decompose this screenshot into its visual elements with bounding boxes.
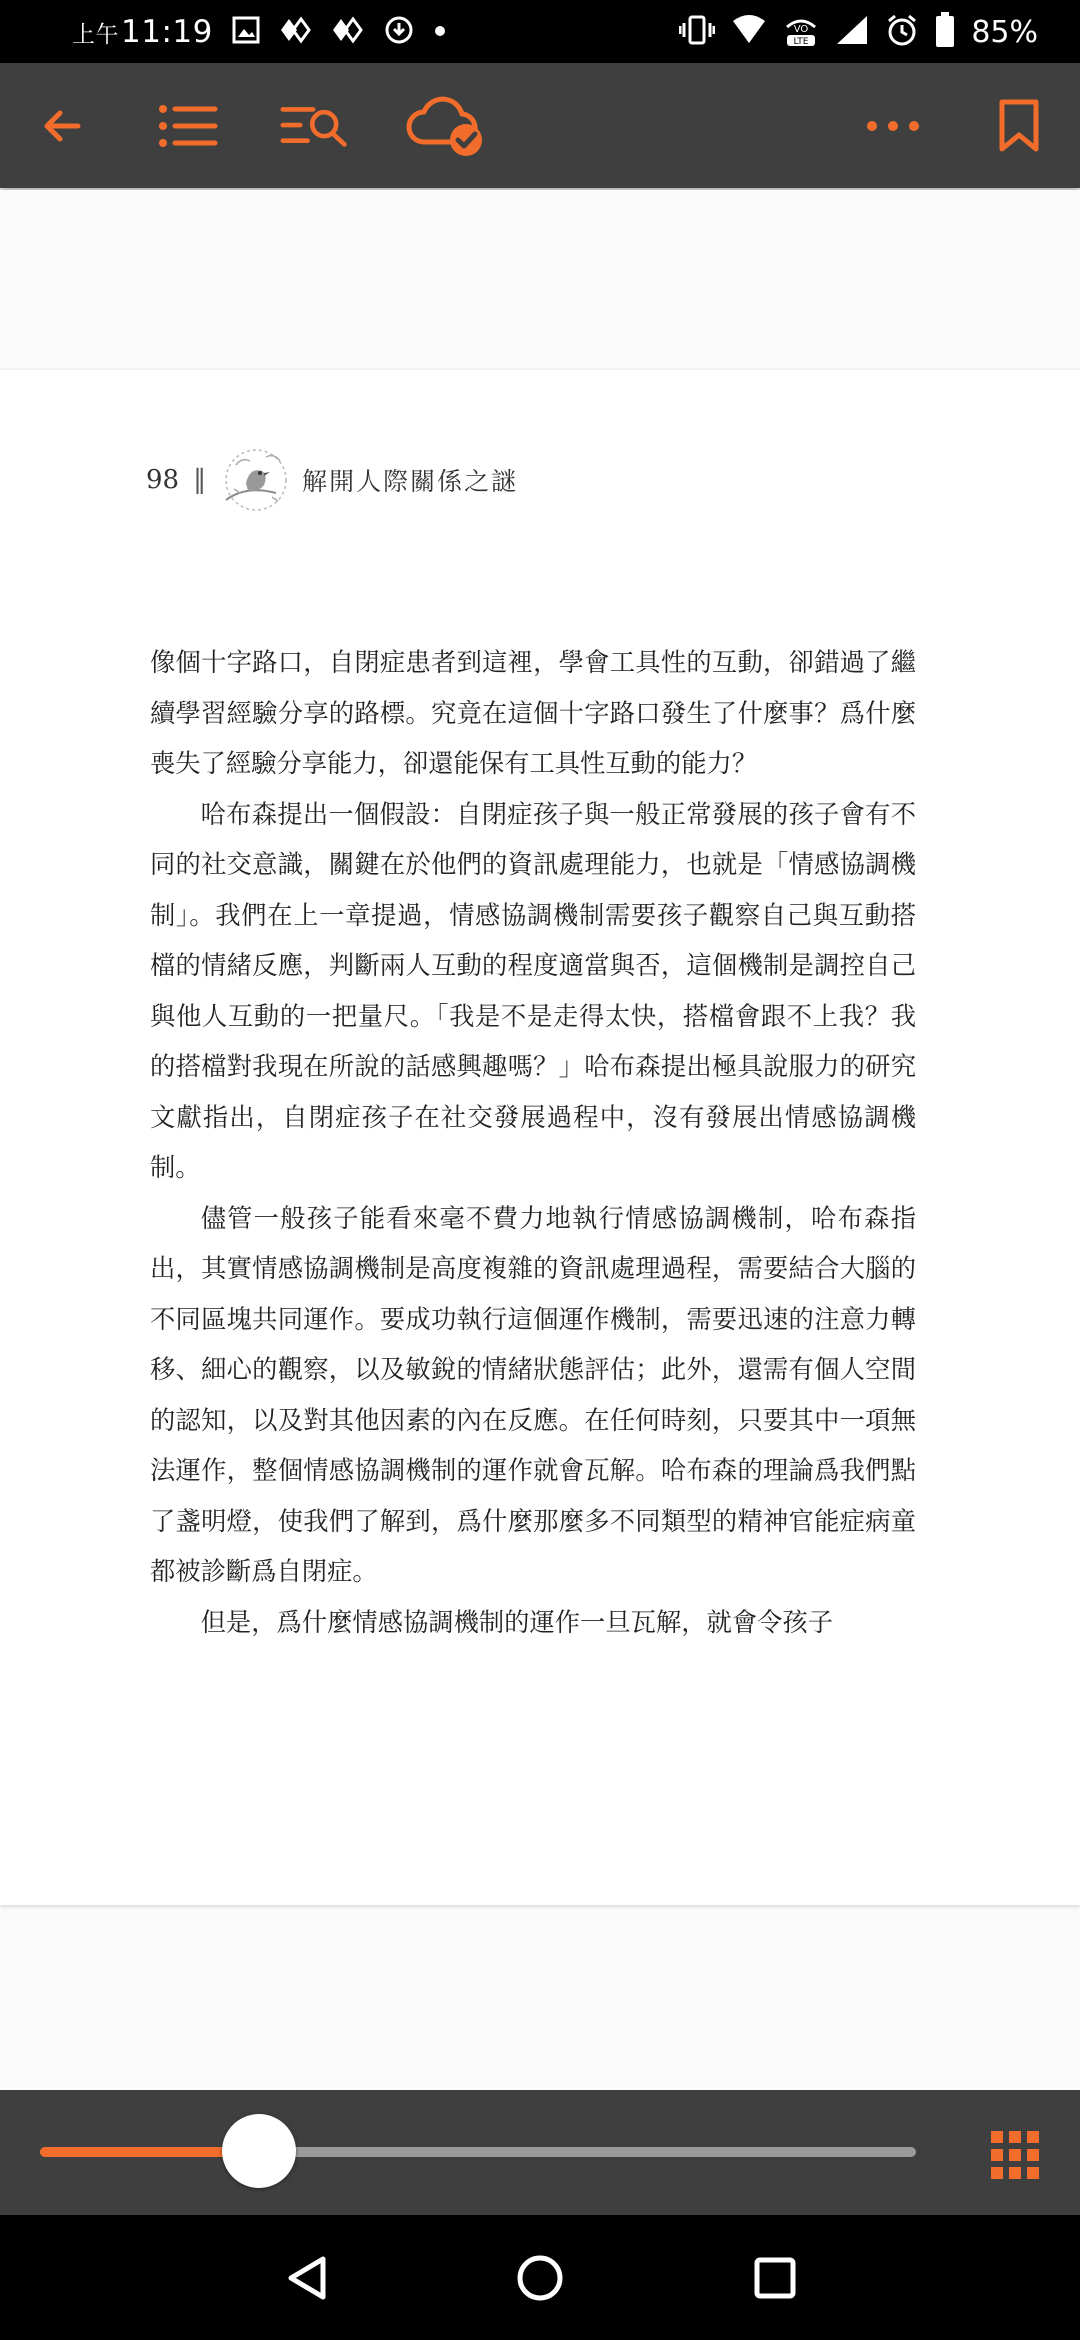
nav-back-button[interactable]	[274, 2245, 340, 2311]
cloud-sync-button[interactable]	[405, 91, 489, 161]
page-number: 98	[146, 465, 180, 495]
list-icon	[157, 101, 219, 151]
status-right	[679, 10, 1038, 54]
table-of-contents-button[interactable]	[153, 91, 223, 161]
battery-percent: 85%	[971, 14, 1038, 50]
svg-text:LTE: LTE	[793, 37, 809, 47]
battery-icon	[935, 12, 955, 52]
volte-icon	[783, 13, 819, 51]
status-ampm: 上午	[72, 22, 119, 48]
page-text	[150, 638, 916, 1648]
square-recents-icon	[753, 2256, 797, 2300]
paragraph-1: 像個十字路口，自閉症患者到這裡，學會工具性的互動，卻錯過了繼續學習經驗分享的路標。究竟在這個十字路口發生了什麼事？爲什麼喪失了經驗分享能力，卻還能保有工具性互動的能力？	[150, 648, 916, 778]
arrow-left-icon	[38, 102, 86, 150]
bird-illustration-icon	[216, 445, 294, 515]
circle-home-icon	[515, 2253, 565, 2303]
wifi-icon	[731, 15, 767, 49]
svg-text:VO: VO	[794, 24, 809, 35]
status-left	[72, 10, 447, 54]
notification-diamond-icon	[279, 15, 313, 49]
progress-toolbar	[0, 2090, 1080, 2215]
nav-home-button[interactable]	[507, 2245, 573, 2311]
status-clock: 11:19	[121, 14, 213, 50]
search-button[interactable]	[280, 91, 350, 161]
reader-area	[0, 190, 1080, 2090]
more-options-button[interactable]	[858, 91, 928, 161]
header-separator: ‖	[193, 465, 207, 495]
book-title: 解開人際關係之謎	[302, 467, 519, 496]
vibrate-icon	[679, 14, 715, 50]
back-button[interactable]	[27, 91, 97, 161]
reader-toolbar	[0, 63, 1080, 188]
nav-recents-button[interactable]	[742, 2245, 808, 2311]
page-grid-button[interactable]	[990, 2130, 1040, 2180]
paragraph-3: 儘管一般孩子能看來毫不費力地執行情感協調機制，哈布森指出，其實情感協調機制是高度複雜的資訊處理過程，需要結合大腦的不同區塊共同運作。要成功執行這個運作機制，需要迅速的注意力轉移、細心的觀察，以及敏銳的情緒狀態評估；此外，還需有個人空間的認知，以及對其他因素的內在反應。在任何時刻，只要其中一項無法運作，整個情感協調機制的運作就會瓦解。哈布森的理論爲我們點了盞明燈，使我們了解到，爲什麼那麼多不同類型的精神官能症病童都被診斷爲自閉症。	[150, 1203, 916, 1586]
status-time	[72, 14, 213, 50]
bookmark-icon	[998, 99, 1040, 153]
grid-icon	[990, 2130, 1040, 2180]
dot-icon	[433, 23, 447, 42]
status-bar	[0, 0, 1080, 63]
signal-icon	[835, 14, 869, 50]
gallery-icon	[231, 15, 261, 49]
book-page[interactable]	[0, 370, 1080, 1905]
page-header	[146, 440, 518, 520]
progress-slider-thumb[interactable]	[222, 2114, 296, 2188]
paragraph-4: 但是，爲什麼情感協調機制的運作一旦瓦解，就會令孩子	[200, 1607, 834, 1637]
notification-diamond-icon-2	[331, 15, 365, 49]
alarm-icon	[885, 13, 919, 51]
more-icon	[865, 119, 921, 133]
bookmark-button[interactable]	[984, 91, 1054, 161]
download-icon	[383, 14, 415, 50]
progress-slider-track[interactable]	[40, 2147, 916, 2157]
search-list-icon	[280, 100, 350, 152]
triangle-back-icon	[285, 2255, 329, 2301]
cloud-check-icon	[406, 94, 488, 158]
system-navigation-bar	[0, 2215, 1080, 2340]
paragraph-2: 哈布森提出一個假設：自閉症孩子與一般正常發展的孩子會有不同的社交意識，關鍵在於他們的資訊處理能力，也就是「情感協調機制」。我們在上一章提過，情感協調機制需要孩子觀察自己與互動搭檔的情緒反應，判斷兩人互動的程度適當與否，這個機制是調控自己與他人互動的一把量尺。「我是不是走得太快，搭檔會跟不上我？我的搭檔對我現在所說的話感興趣嗎？」哈布森提出極具說服力的研究文獻指出，自閉症孩子在社交發展過程中，沒有發展出情感協調機制。	[150, 799, 916, 1182]
